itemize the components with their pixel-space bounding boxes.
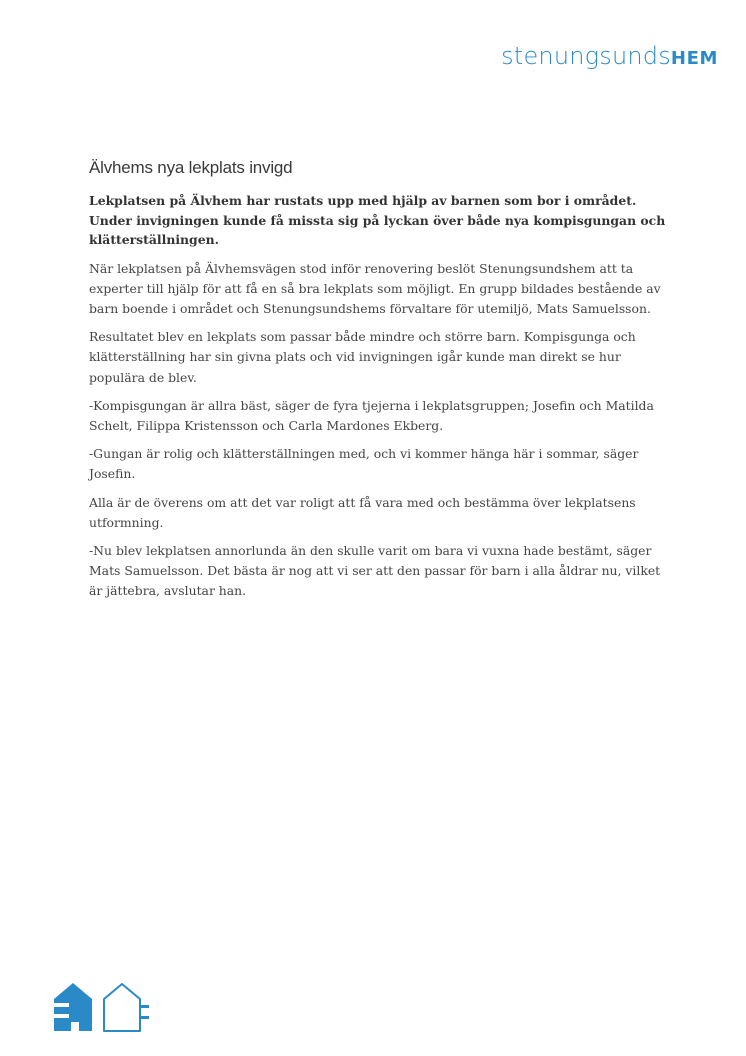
footer-logo-svg [53,981,153,1033]
logo-text-bold: HEM [670,48,718,69]
article-lead: Lekplatsen på Älvhem har rustats upp med hjälp av barnen som bor i området. Under invigningen kunde få missta sig på lyckan över både nya kompisgungan och klätterställningen. [89,193,666,247]
brand-logo [501,44,718,68]
article-paragraph-3: -Kompisgungan är allra bäst, säger de fyra tjejerna i lekplatsgruppen; Josefin och Matilda Schelt, Filippa Kristensson och Carla Mardones Ekberg. [89,397,654,433]
article [89,157,669,610]
filled-house-icon [54,983,92,1031]
footer-logo-icons [53,981,153,1033]
article-paragraph-4: -Gungan är rolig och klätterställningen med, och vi kommer hänga här i sommar, säger Josefin. [89,446,639,482]
outline-house-icon [104,984,149,1031]
article-paragraph-2: Resultatet blev en lekplats som passar både mindre och större barn. Kompisgunga och klätterställning har sin givna plats och vid invigningen igår kunde man direkt se hur populära de blev. [89,329,636,385]
article-title: Älvhems nya lekplats invigd [89,158,293,177]
article-paragraph-1: När lekplatsen på Älvhemsvägen stod inför renovering beslöt Stenungsundshem att ta experter till hjälp för att få en så bra lekplats som möjligt. En grupp bildades bestående av barn boende i området och Stenungsundshems förvaltare för utemiljö, Mats Samuelsson. [89,260,661,316]
article-paragraph-6: -Nu blev lekplatsen annorlunda än den skulle varit om bara vi vuxna hade bestämt, säger Mats Samuelsson. Det bästa är nog att vi ser att den passar för barn i alla åldrar nu, vilket är jättebra, avslutar han. [89,542,661,599]
logo-text-light: stenungsunds [501,42,671,70]
article-paragraph-5: Alla är de överens om att det var roligt att få vara med och bestämma över lekplatsens utformning. [89,494,636,530]
